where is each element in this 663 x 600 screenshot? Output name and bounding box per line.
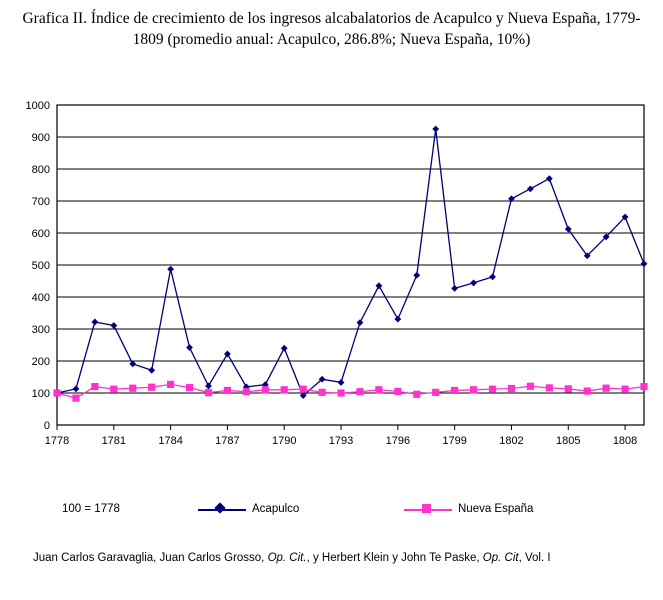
x-axis-tick-label: 1787 <box>215 435 240 447</box>
data-point-nueva-espana <box>375 386 382 393</box>
data-point-nueva-espana <box>489 386 496 393</box>
data-point-nueva-espana <box>110 386 117 393</box>
x-axis-tick-label: 1790 <box>271 435 297 447</box>
data-point-nueva-espana <box>356 388 363 395</box>
legend-nueva-label: Nueva España <box>458 503 534 515</box>
x-axis-tick-label: 1784 <box>158 435 183 447</box>
data-point-nueva-espana <box>546 384 553 391</box>
y-axis-tick-label: 600 <box>31 228 50 240</box>
y-axis-tick-label: 500 <box>31 260 50 272</box>
data-point-nueva-espana <box>72 395 79 402</box>
base-year-note: 100 = 1778 <box>62 503 120 515</box>
data-point-nueva-espana <box>621 386 628 393</box>
data-point-nueva-espana <box>91 383 98 390</box>
data-point-nueva-espana <box>527 383 534 390</box>
data-point-nueva-espana <box>148 384 155 391</box>
data-point-nueva-espana <box>565 385 572 392</box>
x-axis-tick-label: 1808 <box>612 435 638 447</box>
y-axis-tick-label: 300 <box>31 324 50 336</box>
data-point-nueva-espana <box>205 389 212 396</box>
x-axis-tick-label: 1799 <box>442 435 467 447</box>
data-point-nueva-espana <box>640 383 647 390</box>
legend-nueva-marker-icon <box>422 504 431 513</box>
y-axis-tick-label: 400 <box>31 292 50 304</box>
chart-container <box>0 95 663 465</box>
data-point-nueva-espana <box>508 385 515 392</box>
x-axis-tick-label: 1796 <box>385 435 411 447</box>
x-axis-tick-label: 1802 <box>499 435 524 447</box>
y-axis-tick-label: 700 <box>31 196 50 208</box>
data-point-nueva-espana <box>243 388 250 395</box>
chart-legend <box>0 498 663 524</box>
growth-index-line-chart <box>0 95 663 465</box>
y-axis-tick-label: 100 <box>31 388 50 400</box>
data-point-nueva-espana <box>224 387 231 394</box>
data-point-nueva-espana <box>470 386 477 393</box>
y-axis-tick-label: 1000 <box>25 100 50 112</box>
data-point-nueva-espana <box>300 386 307 393</box>
y-axis-tick-label: 900 <box>31 132 50 144</box>
data-point-nueva-espana <box>262 386 269 393</box>
data-point-nueva-espana <box>281 386 288 393</box>
x-axis-tick-label: 1781 <box>101 435 127 447</box>
source-part-1: Juan Carlos Garavaglia, Juan Carlos Grosso, <box>33 552 268 564</box>
source-part-3: , Vol. I <box>518 552 551 564</box>
data-point-nueva-espana <box>53 389 60 396</box>
data-point-nueva-espana <box>318 389 325 396</box>
y-axis-tick-label: 0 <box>43 420 50 432</box>
legend-acapulco-label: Acapulco <box>252 503 300 515</box>
source-part-2: , y Herbert Klein y John Te Paske, <box>306 552 483 564</box>
y-axis-tick-label: 200 <box>31 356 50 368</box>
x-axis-tick-label: 1805 <box>556 435 581 447</box>
data-point-nueva-espana <box>451 387 458 394</box>
data-point-nueva-espana <box>394 388 401 395</box>
data-point-nueva-espana <box>432 389 439 396</box>
data-point-nueva-espana <box>584 387 591 394</box>
x-axis-tick-label: 1793 <box>328 435 354 447</box>
y-axis-tick-label: 800 <box>31 164 50 176</box>
source-citation <box>33 550 633 566</box>
source-italic-2: Op. Cit <box>482 552 519 564</box>
data-point-nueva-espana <box>337 389 344 396</box>
data-point-nueva-espana <box>129 385 136 392</box>
data-point-nueva-espana <box>413 391 420 398</box>
data-point-nueva-espana <box>603 385 610 392</box>
data-point-nueva-espana <box>186 384 193 391</box>
page-title: Grafica II. Índice de crecimiento de los ingresos alcabalatorios de Acapulco y Nueva España, 1779-1809 (promedio anual: Acapulco, 286.8%; Nueva España, 10%) <box>22 10 641 48</box>
legend-acapulco-marker-icon <box>214 502 225 513</box>
source-italic-1: Op. Cit. <box>267 552 307 564</box>
x-axis-tick-label: 1778 <box>44 435 70 447</box>
data-point-nueva-espana <box>167 381 174 388</box>
